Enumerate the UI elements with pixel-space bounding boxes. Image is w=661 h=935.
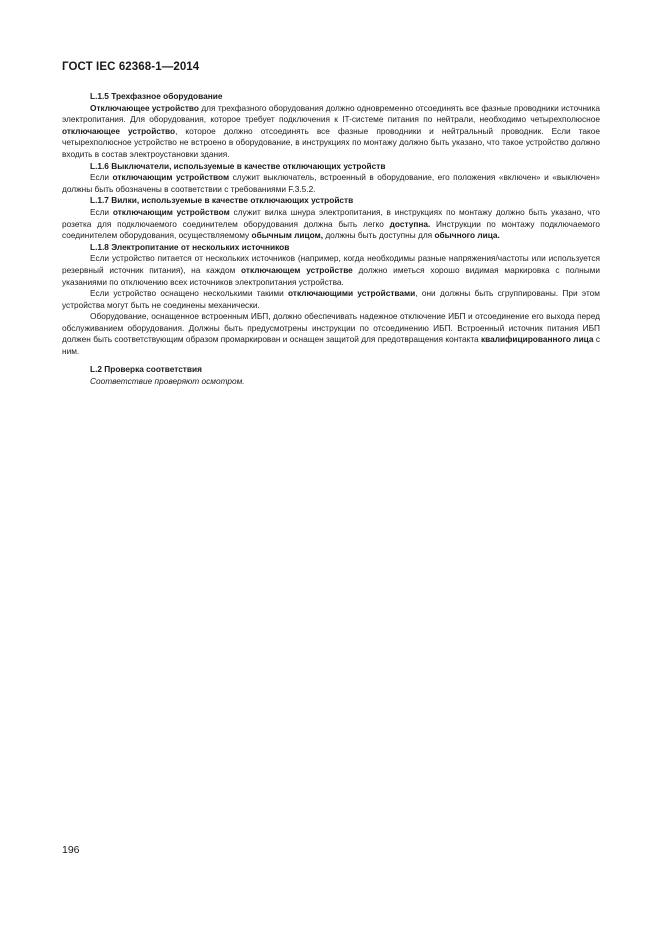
term: отключающем устройстве <box>241 264 353 275</box>
term: квалифицированного лица <box>481 334 594 345</box>
text-run: , которое должно отсоединять все фазные проводники и нейтральный проводник. Если такое четырехполюсное устройство не встроено в оборудование, в инструкциях по монтажу должно быть указано, что такое устройство должно входить в состав электроустановки здания. <box>62 125 600 159</box>
term: отключающим устройством <box>112 206 230 217</box>
text-run: должны быть доступны для <box>323 230 435 241</box>
text-run: должно иметься хорошо видимая маркировка с полными указаниями по отключению всех источников электропитания устройства. <box>62 264 600 287</box>
section-heading-l17: L.1.7 Вилки, используемые в качестве отключающих устройств <box>90 195 354 206</box>
term: отключающими устройствами <box>288 288 416 299</box>
section-heading-l2: L.2 Проверка соответствия <box>90 363 202 374</box>
text-run: служит выключатель, встроенный в оборудование, его положения «включен» и «выключен» должны быть обозначены в соответствии с требованиями F.3.5.2. <box>62 172 600 194</box>
term: обычным лицом, <box>251 230 324 241</box>
term: доступна. <box>389 218 431 229</box>
text-run: служит вилка шнура электропитания, в инструкциях по монтажу должно быть указано, что розетка для подключаемого соединителем оборудования должна быть легко <box>62 206 600 229</box>
paragraph <box>62 288 600 311</box>
text-run: Если устройство питается от нескольких источников (например, когда необходимы разные напряжения/частоты или используется резервный источник питания), на каждом <box>62 253 600 275</box>
paragraph <box>62 253 600 288</box>
text-run: Если устройство оснащено несколькими такими <box>90 288 289 299</box>
paragraph <box>62 207 600 242</box>
paragraph <box>62 311 600 357</box>
term: отключающим устройством <box>112 172 230 183</box>
text-run: Если <box>90 172 113 183</box>
paragraph <box>62 172 600 195</box>
paragraph <box>62 103 600 161</box>
text-run: Инструкции по монтажу подключаемого соединителем оборудования, осуществляемому <box>62 218 600 241</box>
page-number: 196 <box>62 844 80 856</box>
section-heading-l18: L.1.8 Электропитание от нескольких источников <box>90 241 290 252</box>
text-run: для трехфазного оборудования должно одновременно отсоединять все фазные проводники источника электропитания. Для оборудования, которое требует подключения к IT-системе питания по нейтрали, необходимо четырехполюсное <box>62 102 600 125</box>
page-body <box>62 91 600 388</box>
text-run: с ним. <box>62 334 600 357</box>
paragraph-conformity: Соответствие проверяют осмотром. <box>90 376 245 387</box>
section-heading-l16: L.1.6 Выключатели, используемые в качестве отключающих устройств <box>90 160 386 171</box>
term: обычного лица. <box>434 230 500 241</box>
section-heading-l15: L.1.5 Трехфазное оборудование <box>90 91 223 101</box>
text-run: , они должны быть сгруппированы. При этом устройства могут быть не соединены механически. <box>62 288 601 310</box>
term: отключающее устройство <box>62 125 176 136</box>
text-run: Если <box>90 206 113 217</box>
document-header: ГОСТ IEC 62368-1—2014 <box>62 61 200 73</box>
text-run: Оборудование, оснащенное встроенным ИБП, должно обеспечивать надежное отключение ИБП и отсоединение его выхода перед обслуживанием оборудования. Должны быть предусмотрены инструкции по отсоединению ИБП. Встроенный источник питания ИБП должен быть соответствующим образом промаркирован и оснащен защитой для предотвращения контакта <box>62 311 600 345</box>
term: Отключающее устройство <box>90 102 199 113</box>
